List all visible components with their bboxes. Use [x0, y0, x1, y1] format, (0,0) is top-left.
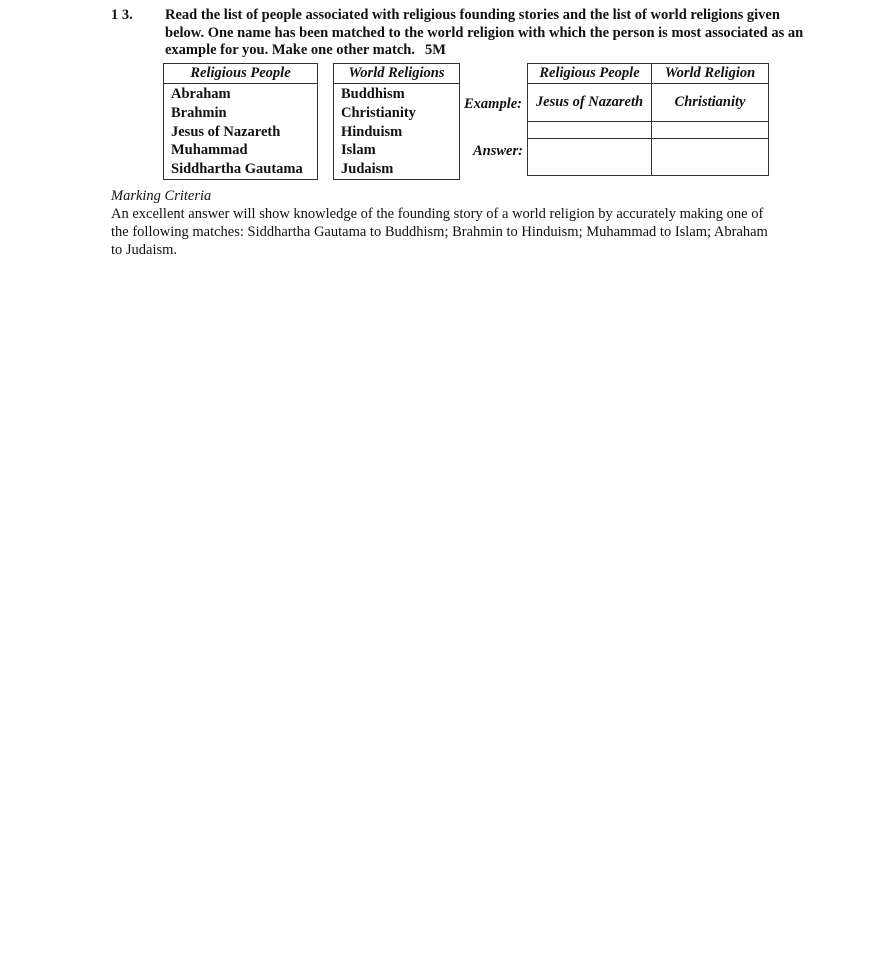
match-header-religion: World Religion — [652, 64, 769, 84]
match-table — [527, 63, 769, 176]
answer-label: Answer: — [473, 143, 523, 159]
list-item: Muhammad — [171, 142, 248, 159]
marking-criteria-text: An excellent answer will show knowledge of the founding story of a world religion by accurately making one of the following matches: Siddhartha Gautama to Buddhism; Brahmin to Hinduism; Muhammad to Islam; Abraham to Judaism. — [111, 206, 768, 258]
list-item: Siddhartha Gautama — [171, 161, 303, 178]
list-item: Brahmin — [171, 104, 227, 121]
list-item: Hinduism — [341, 123, 403, 140]
match-header-person: Religious People — [528, 64, 652, 84]
question-prompt — [165, 7, 805, 60]
example-person: Jesus of Nazareth — [528, 84, 652, 122]
question-text: Read the list of people associated with religious founding stories and the list of world religions given below. One name has been matched to the world religion with which the person is most associated as an example for you. Make one other match. — [165, 7, 804, 58]
list-item: Jesus of Nazareth — [171, 123, 281, 140]
question-number: 1 3. — [111, 7, 133, 23]
marking-criteria-title: Marking Criteria — [111, 188, 212, 204]
world-religions-list — [333, 63, 460, 180]
list-item: Islam — [341, 142, 376, 159]
example-religion: Christianity — [652, 84, 769, 122]
people-list-items — [164, 84, 318, 180]
answer-row — [528, 139, 769, 176]
answer-person-cell[interactable] — [528, 139, 652, 176]
example-label: Example: — [464, 96, 522, 112]
row-spacer — [528, 122, 769, 139]
list-item: Abraham — [171, 86, 231, 102]
religions-list-items — [334, 84, 460, 180]
spacer-cell — [652, 122, 769, 139]
religious-people-list — [163, 63, 318, 180]
spacer-cell — [528, 122, 652, 139]
list-item: Judaism — [341, 161, 394, 178]
question-marks: 5M — [424, 42, 446, 58]
list-item: Christianity — [341, 104, 416, 121]
example-row — [528, 84, 769, 122]
list-item: Buddhism — [341, 86, 405, 102]
religions-list-header: World Religions — [334, 64, 460, 84]
answer-religion-cell[interactable] — [652, 139, 769, 176]
people-list-header: Religious People — [164, 64, 318, 84]
